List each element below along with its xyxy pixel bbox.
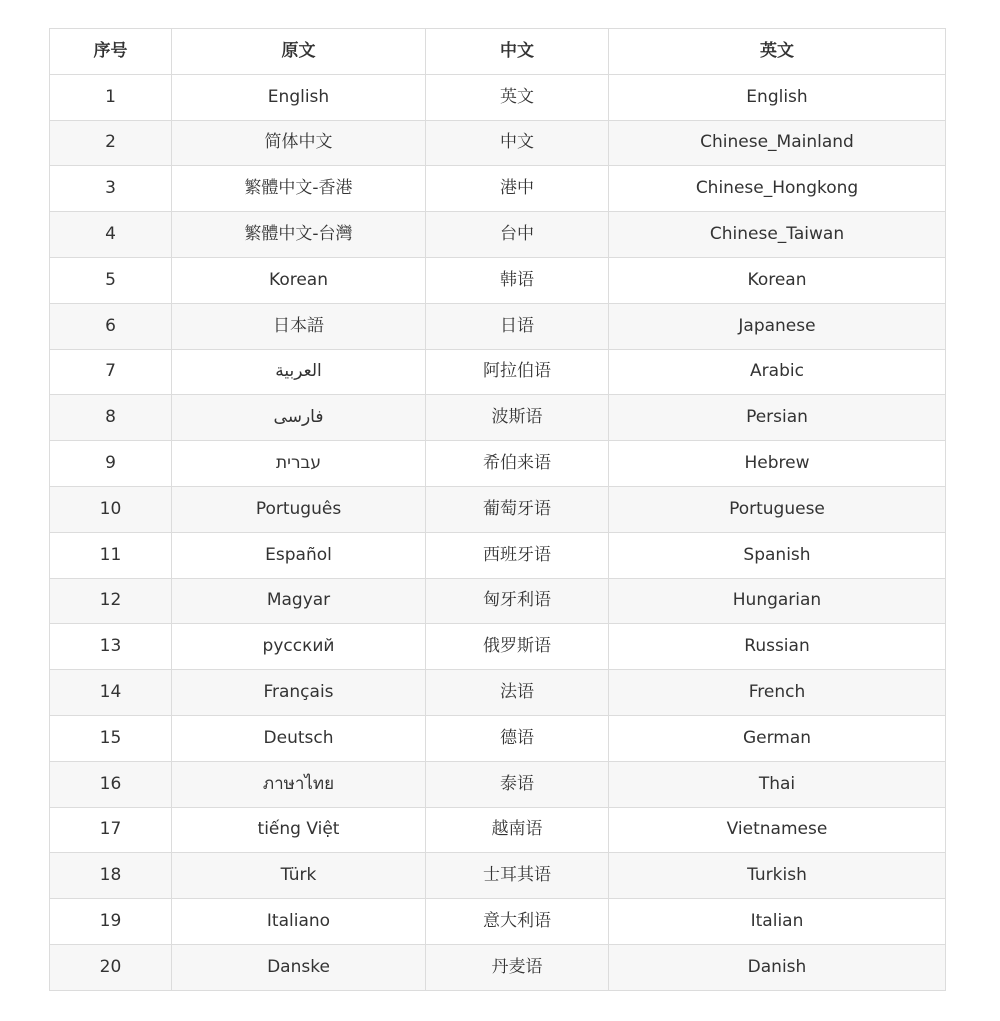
cell-chinese: 阿拉伯语 [426,349,609,395]
cell-chinese: 西班牙语 [426,532,609,578]
cell-chinese: 德语 [426,715,609,761]
cell-index: 15 [50,715,172,761]
table-body [50,74,946,990]
cell-english: Vietnamese [609,807,946,853]
cell-index: 6 [50,303,172,349]
cell-original: 繁體中文-香港 [172,166,426,212]
cell-index: 5 [50,257,172,303]
table-row [50,715,946,761]
cell-original: ภาษาไทย [172,761,426,807]
cell-index: 9 [50,441,172,487]
table-row [50,944,946,990]
cell-index: 10 [50,486,172,532]
cell-index: 2 [50,120,172,166]
cell-original: tiếng Việt [172,807,426,853]
cell-english: Portuguese [609,486,946,532]
cell-chinese: 意大利语 [426,899,609,945]
cell-original: 日本語 [172,303,426,349]
cell-english: Turkish [609,853,946,899]
cell-english: Chinese_Mainland [609,120,946,166]
cell-chinese: 俄罗斯语 [426,624,609,670]
cell-original: Español [172,532,426,578]
cell-original: Danske [172,944,426,990]
table-row [50,486,946,532]
cell-english: Hungarian [609,578,946,624]
cell-chinese: 港中 [426,166,609,212]
table-row [50,899,946,945]
cell-original: 繁體中文-台灣 [172,212,426,258]
cell-chinese: 法语 [426,670,609,716]
cell-index: 16 [50,761,172,807]
cell-chinese: 希伯来语 [426,441,609,487]
cell-original: فارسی [172,395,426,441]
cell-index: 8 [50,395,172,441]
cell-chinese: 士耳其语 [426,853,609,899]
cell-original: العربية [172,349,426,395]
cell-index: 4 [50,212,172,258]
header-row [50,29,946,75]
cell-chinese: 丹麦语 [426,944,609,990]
cell-chinese: 越南语 [426,807,609,853]
cell-index: 3 [50,166,172,212]
table-row [50,807,946,853]
cell-index: 14 [50,670,172,716]
cell-index: 13 [50,624,172,670]
cell-index: 17 [50,807,172,853]
cell-original: Français [172,670,426,716]
cell-chinese: 匈牙利语 [426,578,609,624]
cell-english: Japanese [609,303,946,349]
cell-original: Português [172,486,426,532]
cell-chinese: 波斯语 [426,395,609,441]
cell-english: Persian [609,395,946,441]
table-row [50,532,946,578]
table-header [50,29,946,75]
cell-english: Hebrew [609,441,946,487]
cell-english: Chinese_Hongkong [609,166,946,212]
cell-english: Arabic [609,349,946,395]
cell-index: 20 [50,944,172,990]
cell-original: Korean [172,257,426,303]
table-row [50,441,946,487]
cell-index: 19 [50,899,172,945]
language-table [49,28,946,991]
table-row [50,120,946,166]
cell-original: русский [172,624,426,670]
cell-english: Italian [609,899,946,945]
table-row [50,670,946,716]
table-row [50,166,946,212]
cell-original: Magyar [172,578,426,624]
cell-english: German [609,715,946,761]
cell-chinese: 中文 [426,120,609,166]
cell-original: English [172,74,426,120]
cell-english: English [609,74,946,120]
cell-english: Russian [609,624,946,670]
table-row [50,74,946,120]
cell-chinese: 英文 [426,74,609,120]
table-row [50,578,946,624]
header-chinese: 中文 [426,29,609,75]
cell-index: 18 [50,853,172,899]
table-row [50,212,946,258]
cell-original: עברית [172,441,426,487]
cell-index: 11 [50,532,172,578]
cell-english: Thai [609,761,946,807]
cell-index: 1 [50,74,172,120]
cell-original: Italiano [172,899,426,945]
cell-original: 简体中文 [172,120,426,166]
cell-chinese: 日语 [426,303,609,349]
cell-english: French [609,670,946,716]
table-row [50,853,946,899]
table-row [50,257,946,303]
cell-chinese: 韩语 [426,257,609,303]
header-original: 原文 [172,29,426,75]
table-row [50,624,946,670]
cell-original: Türk [172,853,426,899]
cell-english: Chinese_Taiwan [609,212,946,258]
header-index: 序号 [50,29,172,75]
table-row [50,761,946,807]
cell-english: Spanish [609,532,946,578]
cell-index: 12 [50,578,172,624]
header-english: 英文 [609,29,946,75]
table-row [50,395,946,441]
cell-english: Danish [609,944,946,990]
cell-original: Deutsch [172,715,426,761]
cell-index: 7 [50,349,172,395]
table-row [50,349,946,395]
cell-chinese: 泰语 [426,761,609,807]
language-table-container [49,28,945,991]
cell-chinese: 台中 [426,212,609,258]
cell-chinese: 葡萄牙语 [426,486,609,532]
cell-english: Korean [609,257,946,303]
table-row [50,303,946,349]
